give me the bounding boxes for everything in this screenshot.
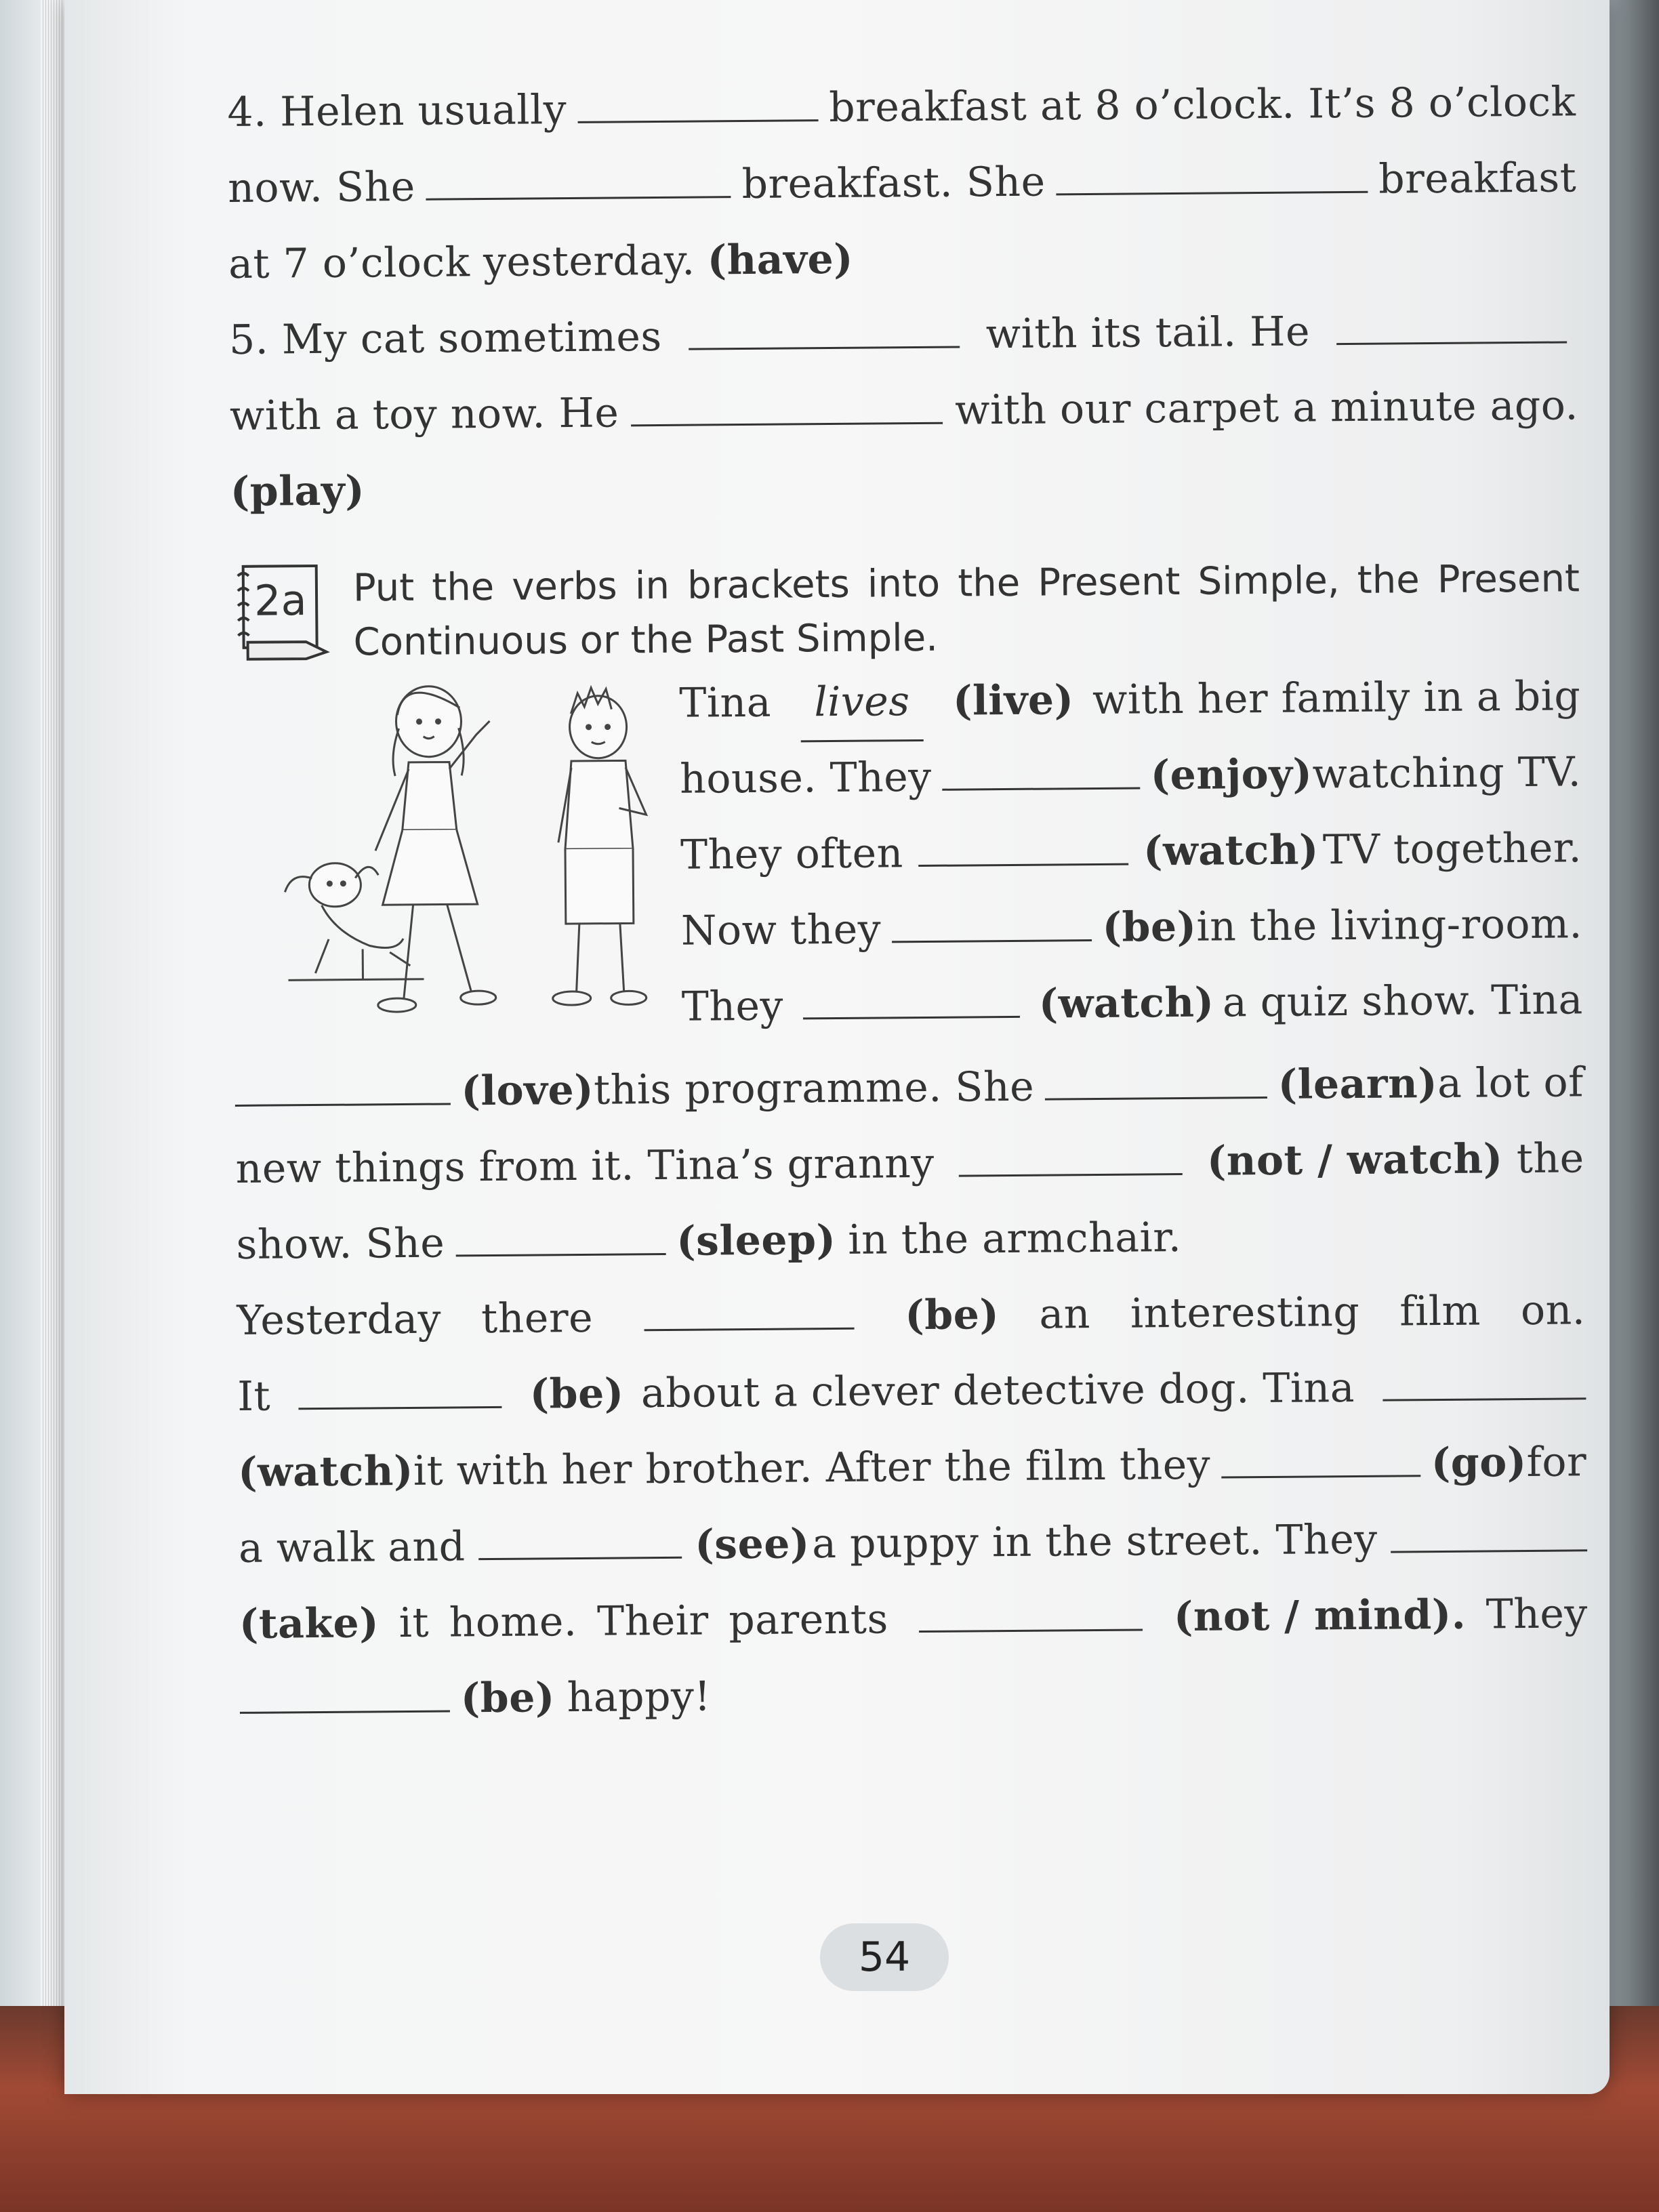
- answer-blank[interactable]: [577, 119, 818, 123]
- background-shadow: [1605, 0, 1659, 2212]
- answer-blank[interactable]: [240, 1709, 450, 1713]
- page-number: 54: [820, 1923, 949, 1991]
- story-row-5: They (watch) a quiz show. Tina: [681, 976, 1584, 1031]
- answer-blank[interactable]: [235, 1102, 451, 1106]
- answer-blank[interactable]: [299, 1406, 502, 1410]
- story-row-10: It (be) about a clever detective dog. Tina: [237, 1348, 1586, 1435]
- story-column: [679, 658, 1583, 1044]
- story-row-1: Tina lives (live) with her family in a big: [679, 658, 1581, 741]
- page-edges: [41, 0, 68, 2074]
- answer-blank[interactable]: [1382, 1397, 1586, 1401]
- task-instruction: Put the verbs in brackets into the Present Simple, the Present Continuous or the Past Simple.: [352, 556, 1580, 665]
- story-row-7: new things from it. Tina’s granny (not / watch) the: [235, 1134, 1584, 1193]
- answer-blank[interactable]: [919, 1628, 1143, 1633]
- story-row-9: Yesterday there (be) an interesting film on.: [237, 1286, 1586, 1345]
- example-answer: lives: [800, 663, 924, 742]
- answer-blank[interactable]: [689, 346, 960, 350]
- answer-blank[interactable]: [426, 195, 731, 201]
- answer-blank[interactable]: [892, 939, 1091, 943]
- answer-blank[interactable]: [1057, 190, 1368, 196]
- answer-blank[interactable]: [802, 1015, 1019, 1020]
- children-and-dog-illustration: [272, 679, 682, 1035]
- item-5-line-2: with a toy now. He with our carpet a minute ago.: [229, 382, 1579, 440]
- answer-blank[interactable]: [1336, 340, 1567, 345]
- answer-blank[interactable]: [1045, 1096, 1267, 1101]
- story-row-12: a walk and (see) a puppy in the street. They: [239, 1500, 1588, 1586]
- answer-blank[interactable]: [631, 422, 943, 427]
- page-content: [227, 64, 1589, 1738]
- item-4-line-3: at 7 o’clock yesterday. (have): [228, 235, 854, 288]
- story-row-8: show. She (sleep) in the armchair.: [236, 1213, 1182, 1269]
- item-5-line-1: 5. My cat sometimes with its tail. He: [229, 291, 1578, 378]
- story-row-14: (be) happy!: [239, 1652, 1589, 1738]
- item-5-line-3: (play): [230, 467, 365, 516]
- answer-blank[interactable]: [1391, 1549, 1587, 1553]
- story-top: [232, 658, 1583, 1055]
- story-row-6: (love) this programme. She (learn) a lot of: [234, 1044, 1584, 1131]
- answer-blank[interactable]: [918, 863, 1128, 867]
- story-row-2: house. They (enjoy) watching TV.: [679, 748, 1582, 803]
- answer-blank[interactable]: [959, 1172, 1183, 1177]
- answer-blank[interactable]: [644, 1327, 854, 1331]
- item-4-line-2: now. She breakfast. She breakfast: [228, 154, 1577, 212]
- story-row-13: (take) it home. Their parents (not / mind). They: [239, 1590, 1589, 1648]
- answer-blank[interactable]: [943, 786, 1140, 790]
- story-row-4: Now they (be) in the living-room.: [680, 900, 1583, 955]
- answer-blank[interactable]: [1221, 1474, 1420, 1478]
- story-row-3: They often (watch) TV together.: [680, 824, 1582, 879]
- answer-blank[interactable]: [478, 1556, 682, 1560]
- svg-text:2a: 2a: [253, 575, 307, 626]
- notebook-pencil-icon: [231, 556, 333, 665]
- answer-blank[interactable]: [455, 1252, 665, 1256]
- task-2a-header: [231, 539, 1580, 669]
- story-row-11: (watch) it with her brother. After the film they (go) for: [237, 1438, 1587, 1496]
- item-4-line-1: 4. Helen usually breakfast at 8 o’clock. It’s 8 o’clock: [227, 78, 1576, 136]
